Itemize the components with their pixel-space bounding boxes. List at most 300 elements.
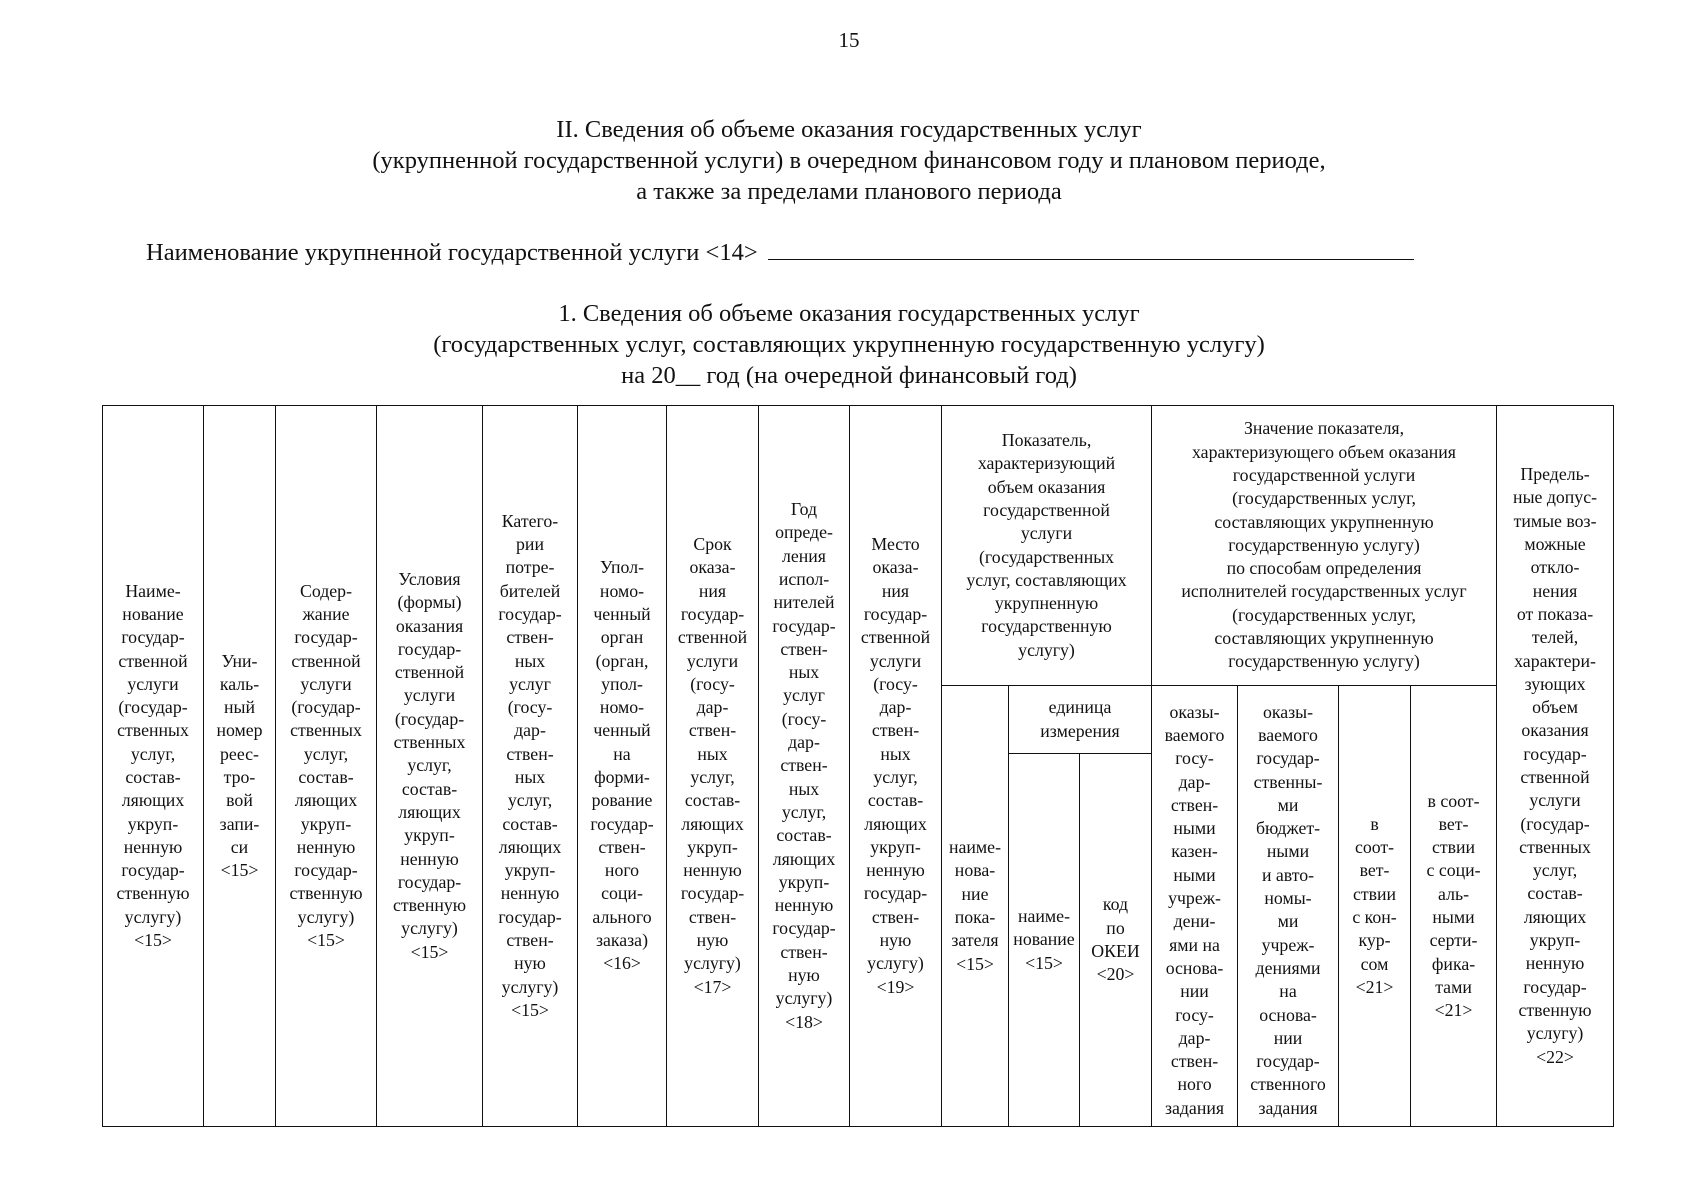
header-line: государ- [294, 627, 358, 648]
header-by-state-institutions [1152, 686, 1238, 1127]
header-line: ствен- [780, 941, 828, 962]
header-line: ственную [392, 895, 467, 916]
header-line: укруп- [778, 871, 830, 892]
header-line: оказания [395, 615, 464, 636]
header-line: услугу) [401, 918, 458, 939]
header-line: Показатель, [1001, 430, 1092, 451]
header-line: (госу- [781, 708, 827, 729]
header-line: дар- [879, 697, 912, 718]
header-line: ствен- [598, 836, 646, 857]
header-line: государ- [680, 883, 745, 904]
header-line: (государ- [394, 708, 465, 729]
header-line: ненную [296, 836, 356, 857]
header-line: ными [1173, 818, 1216, 839]
header-line: зующих [1524, 673, 1586, 694]
header-line: вет- [1438, 813, 1469, 834]
header-line: ненную [774, 895, 834, 916]
header-line: характери- [1514, 650, 1596, 671]
header-content [276, 406, 377, 1127]
header-line: ственную [116, 883, 190, 904]
header-line: нование [122, 603, 184, 624]
header-line: ственны- [1253, 771, 1323, 792]
header-line: ствен- [506, 743, 554, 764]
header-line: государ- [498, 906, 562, 927]
header-line: (государственных услуг, [1232, 604, 1416, 625]
header-line: <15> [511, 999, 549, 1020]
header-line: <21> [1434, 1000, 1473, 1021]
header-line: услуг, [303, 743, 349, 764]
header-line: наиме- [1018, 906, 1070, 927]
header-by-certificates [1411, 686, 1497, 1127]
header-line: Содер- [300, 580, 352, 601]
header-line: государ- [1523, 743, 1587, 764]
header-unit-name [1009, 754, 1080, 1127]
header-line: услуг, [130, 743, 176, 764]
header-line: объем оказания [987, 476, 1106, 497]
header-line: <18> [785, 1011, 823, 1032]
header-line: задания [1258, 1097, 1318, 1118]
header-line: услуги [1020, 523, 1073, 544]
header-line: состав- [867, 790, 924, 811]
header-line: ального [592, 906, 652, 927]
header-line: (государ- [118, 697, 188, 718]
header-line: вой [226, 790, 253, 811]
header-line: <17> [693, 976, 732, 997]
header-line: составляющих укрупненную [1214, 628, 1434, 649]
header-line: бителей [499, 580, 561, 601]
header-line: госу- [1175, 1004, 1214, 1025]
header-line: ного [604, 860, 640, 881]
header-line: ляющих [681, 813, 744, 834]
header-line: услугу) [775, 988, 833, 1009]
header-line: по [1106, 917, 1125, 938]
header-line: ваемого [1164, 724, 1225, 745]
header-place [850, 406, 942, 1127]
header-line: соот- [1354, 837, 1395, 858]
header-line: нова- [954, 860, 996, 881]
header-line: государ- [590, 813, 654, 834]
header-term [667, 406, 759, 1127]
header-line: ями на [1169, 934, 1220, 955]
header-line: ствен- [871, 906, 920, 927]
header-line: услуги [127, 673, 179, 694]
header-line: Наиме- [125, 580, 181, 601]
header-line: оказания [1521, 720, 1589, 741]
header-line: (государ- [1520, 813, 1590, 834]
header-line: услугу) [1526, 1023, 1584, 1044]
header-line: ченный [593, 720, 651, 741]
header-line: Срок [693, 534, 732, 555]
header-deviations [1497, 406, 1614, 1127]
header-line: основа- [1165, 957, 1224, 978]
header-line: государственную услугу) [1228, 651, 1420, 672]
header-line: (госу- [507, 697, 553, 718]
header-line: дар- [696, 697, 729, 718]
header-line: характеризующего объем оказания [1192, 441, 1456, 462]
header-line: Уни- [221, 650, 258, 671]
header-line: укруп- [687, 836, 738, 857]
header-line: ваемого [1258, 724, 1318, 745]
header-indicator-group [942, 406, 1152, 686]
header-line: государ- [863, 883, 928, 904]
header-line: услугу) [124, 906, 182, 927]
header-line: ственных [117, 720, 189, 741]
header-line: ние [961, 883, 989, 904]
header-line: в соот- [1427, 790, 1480, 811]
header-line: ОКЕИ [1091, 941, 1140, 961]
header-line: форми- [594, 767, 650, 787]
header-line: услугу) [684, 953, 741, 974]
header-consumer-categories [483, 406, 578, 1127]
subsection-title-line: на 20__ год (на очередной финансовый год) [621, 362, 1077, 389]
header-line: услугу) [501, 976, 559, 997]
header-line: Значение показателя, [1243, 418, 1405, 439]
header-line: ми [1277, 911, 1299, 932]
header-line: ный [224, 697, 255, 718]
header-line: <16> [603, 953, 641, 974]
header-line: государ- [863, 603, 928, 624]
header-line: на [613, 743, 631, 764]
header-line: с кон- [1352, 907, 1397, 927]
header-line: дени- [1173, 911, 1216, 932]
header-line: опреде- [775, 522, 833, 543]
header-line: запи- [219, 813, 260, 834]
header-line: откло- [1530, 557, 1580, 578]
header-line: укруп- [404, 825, 455, 846]
header-line: ствен- [688, 720, 737, 741]
header-line: ственной [860, 627, 931, 648]
header-line: <15> [134, 930, 172, 951]
header-line: Год [790, 499, 818, 520]
header-line: зателя [951, 930, 999, 951]
header-line: ления [782, 545, 826, 566]
header-line: <21> [1355, 976, 1394, 997]
section-title-line: II. Сведения об объеме оказания государственных услуг [556, 116, 1142, 143]
header-line: жание [302, 603, 350, 624]
header-line: серти- [1429, 930, 1478, 951]
header-line: кур- [1358, 930, 1391, 951]
header-line: вет- [1359, 860, 1390, 881]
subsection-title [0, 298, 1698, 391]
header-line: наиме- [949, 837, 1001, 858]
header-line: <15> [1025, 952, 1063, 973]
header-okei-code [1080, 754, 1152, 1127]
section-title-line: а также за пределами планового периода [636, 178, 1062, 205]
header-indicator-name [942, 686, 1009, 1127]
header-line: реес- [220, 743, 259, 764]
header-line: дар- [1178, 771, 1211, 792]
header-line: Предель- [1520, 464, 1590, 485]
header-line: нителей [773, 592, 835, 613]
header-line: ными [1432, 907, 1475, 927]
header-line: номо- [599, 580, 645, 601]
header-line: ствен- [688, 906, 737, 927]
header-line: единица [1048, 697, 1112, 718]
header-line: ных [788, 778, 820, 799]
header-line: тами [1435, 976, 1472, 997]
header-line: сом [1360, 953, 1389, 974]
header-line: соци- [601, 883, 643, 904]
header-line: ную [514, 953, 546, 974]
header-line: номы- [1264, 888, 1312, 909]
header-line: ствии [1431, 837, 1476, 858]
header-line: услуг [509, 673, 551, 694]
header-line: госу- [1175, 748, 1214, 769]
header-line: услугу) [1018, 639, 1075, 660]
header-line: оказы- [1262, 701, 1314, 722]
header-line: на [1279, 981, 1297, 1002]
header-line: тро- [223, 767, 256, 787]
header-unique-number [204, 406, 276, 1127]
header-line: укруп- [300, 813, 352, 834]
header-line: тимые воз- [1513, 510, 1597, 531]
header-by-budget-institutions [1238, 686, 1339, 1127]
header-line: состав- [401, 778, 458, 799]
header-line: государственной услуги [1232, 464, 1416, 485]
header-line: укруп- [1529, 930, 1581, 951]
header-line: услуги [686, 650, 739, 671]
header-line: по способам определения [1226, 558, 1422, 579]
header-line: ственную [1518, 999, 1592, 1020]
header-line: си [230, 836, 249, 857]
header-line: рование [591, 790, 653, 811]
header-line: государ- [772, 615, 836, 636]
header-line: ми [1277, 794, 1299, 815]
header-line: услугу) [297, 906, 355, 927]
header-line: ными [1266, 841, 1310, 862]
header-line: номер [216, 720, 263, 741]
header-line: услуги [1529, 790, 1581, 811]
header-year-of-determination [759, 406, 850, 1127]
header-line: дар- [788, 732, 820, 753]
section-title-line: (укрупненной государственной услуги) в очередном финансовом году и плановом периоде, [372, 147, 1326, 174]
header-line: ляющих [1523, 906, 1587, 927]
header-line: оказа- [689, 557, 736, 578]
header-line: ченный [593, 603, 651, 624]
header-line: дар- [514, 720, 546, 741]
header-line: упол- [601, 673, 643, 694]
header-line: учреж- [1168, 888, 1221, 909]
header-line: состав- [298, 767, 354, 787]
header-line: услуг, [873, 767, 918, 787]
header-line: основа- [1259, 1004, 1317, 1025]
header-line: государ- [121, 627, 185, 648]
header-line: ствен- [506, 627, 554, 648]
header-line: государ- [680, 603, 745, 624]
header-line: задания [1164, 1097, 1225, 1118]
header-line: ствен- [780, 755, 828, 776]
header-line: состав- [776, 825, 832, 846]
header-line: ляющих [121, 790, 185, 811]
header-line: государ- [1523, 976, 1587, 997]
header-line: ненную [1525, 953, 1585, 974]
header-line: каль- [219, 673, 260, 694]
header-line: состав- [684, 790, 741, 811]
header-line: государ- [121, 860, 185, 881]
header-line: услуги [869, 650, 922, 671]
header-line: ствен- [871, 720, 920, 741]
header-line: ную [696, 930, 729, 951]
header-line: государ- [1256, 748, 1320, 769]
header-line: (госу- [873, 673, 918, 694]
header-line: в [1370, 813, 1379, 834]
header-line: ненную [500, 883, 560, 904]
page-number: 15 [838, 28, 860, 52]
header-line: ния [881, 580, 910, 601]
header-line: услуг, [781, 801, 827, 822]
header-line: оказа- [872, 557, 919, 578]
header-line: ствен- [1170, 1051, 1219, 1072]
header-line: укруп- [504, 860, 556, 881]
section-title [0, 114, 1698, 207]
header-line: Место [871, 534, 920, 555]
header-line: бюджет- [1255, 818, 1321, 839]
header-line: ных [788, 662, 820, 683]
header-line: с соци- [1426, 860, 1481, 881]
header-line: государ- [397, 638, 462, 659]
header-line: ляющих [294, 790, 358, 811]
header-line: укрупненную [994, 593, 1099, 614]
service-name-label: Наименование укрупненной государственной услуги <14> [146, 239, 758, 266]
header-line: укруп- [870, 836, 921, 857]
header-line: ненную [400, 848, 459, 869]
header-line: государ- [294, 860, 358, 881]
header-line: ственной [291, 650, 361, 671]
header-line: ния [698, 580, 727, 601]
header-line: государственной [983, 499, 1110, 520]
header-line: <22> [1536, 1046, 1574, 1067]
header-line: рии [516, 534, 544, 555]
header-line: ную [788, 965, 820, 986]
header-line: услугу) [867, 953, 924, 974]
header-by-competition [1339, 686, 1411, 1127]
header-line: (государственных [978, 546, 1115, 567]
header-line: измерения [1040, 720, 1120, 741]
header-line: государственную услугу) [1228, 534, 1420, 555]
header-line: дениями [1255, 957, 1321, 978]
header-line: фика- [1431, 953, 1476, 974]
header-line: аль- [1438, 883, 1469, 904]
header-service-name [103, 406, 204, 1127]
header-line: ляющих [498, 836, 562, 857]
header-line: государственную [981, 616, 1112, 637]
header-line: номо- [599, 697, 645, 718]
header-line: услуг [783, 685, 825, 706]
header-line: ненную [866, 860, 925, 881]
header-line: Упол- [600, 557, 644, 578]
header-line: услуг, [407, 755, 452, 776]
subsection-title-line: (государственных услуг, составляющих укрупненную государственную услугу) [433, 331, 1265, 358]
header-line: ственной [1520, 767, 1590, 787]
header-line: Условия [398, 568, 461, 589]
header-value-group [1152, 406, 1497, 686]
header-line: государ- [1256, 1051, 1320, 1072]
header-authorized-body [578, 406, 667, 1127]
header-line: состав- [1527, 883, 1583, 904]
header-line: услуг, [690, 767, 735, 787]
header-line: <15> [307, 930, 345, 951]
header-line: ственной [394, 662, 465, 683]
header-line: ственных [1519, 836, 1591, 857]
header-line: услуг, [1532, 860, 1578, 881]
header-line: государ- [397, 871, 462, 892]
header-line: нения [1532, 580, 1578, 601]
header-line: и авто- [1261, 864, 1315, 885]
header-line: характеризующий [977, 453, 1116, 474]
header-line: ляющих [864, 813, 927, 834]
header-line: заказа) [595, 930, 648, 951]
header-line: ную [879, 930, 912, 951]
header-line: ствен- [1170, 794, 1219, 815]
header-line: состав- [125, 767, 181, 787]
header-line: состав- [502, 813, 558, 834]
header-line: укруп- [127, 813, 179, 834]
subsection-title-line: 1. Сведения об объеме оказания государственных услуг [558, 300, 1140, 327]
header-line: услуг, составляющих [966, 569, 1127, 590]
header-line: (госу- [690, 673, 735, 694]
header-line: потре- [505, 557, 555, 578]
header-line: составляющих укрупненную [1214, 511, 1434, 532]
header-line: нии [1273, 1027, 1303, 1048]
header-line: ных [514, 767, 546, 787]
header-line: испол- [778, 568, 830, 589]
header-line: ных [514, 650, 546, 671]
header-line: ных [880, 743, 911, 764]
service-name-blank[interactable] [768, 237, 1414, 260]
header-line: нии [1180, 981, 1209, 1002]
header-line: от показа- [1516, 603, 1594, 624]
header-line: ляющих [772, 848, 836, 869]
header-line: (формы) [397, 592, 462, 613]
header-line: государ- [498, 603, 562, 624]
header-line: ствен- [506, 930, 554, 951]
header-line: <15> [220, 860, 259, 881]
header-line: ные допус- [1513, 487, 1598, 508]
header-line: ственных [393, 732, 466, 753]
header-line: ствии [1352, 883, 1397, 904]
header-line: услуги [300, 673, 352, 694]
header-line: Катего- [501, 510, 559, 531]
header-line: казен- [1171, 841, 1218, 862]
header-line: (государственных услуг, [1232, 488, 1416, 509]
header-line: ственных [290, 720, 362, 741]
header-line: <15> [956, 953, 994, 974]
header-line: ляющих [398, 801, 461, 822]
header-line: услуги [403, 685, 456, 706]
header-conditions [377, 406, 483, 1127]
header-line: можные [1524, 534, 1586, 555]
header-line: ненную [683, 860, 742, 881]
header-line: государ- [772, 918, 836, 939]
header-line: дар- [1178, 1027, 1211, 1048]
header-line: (орган, [595, 650, 649, 671]
header-line: ными [1173, 864, 1216, 885]
service-name-field [146, 237, 1414, 267]
header-line: ственную [289, 883, 363, 904]
header-line: (государ- [291, 697, 361, 718]
header-line: пока- [954, 907, 996, 927]
header-line: ственной [677, 627, 748, 648]
header-line: учреж- [1261, 934, 1315, 955]
volume-table [102, 405, 1614, 1127]
header-line: ного [1177, 1074, 1212, 1095]
header-line: исполнителей государственных услуг [1181, 581, 1467, 602]
header-unit-group [1009, 686, 1152, 754]
header-line: код [1102, 894, 1129, 915]
header-line: <20> [1096, 964, 1135, 985]
header-line: ствен- [780, 638, 828, 659]
header-line: ственного [1250, 1074, 1326, 1095]
